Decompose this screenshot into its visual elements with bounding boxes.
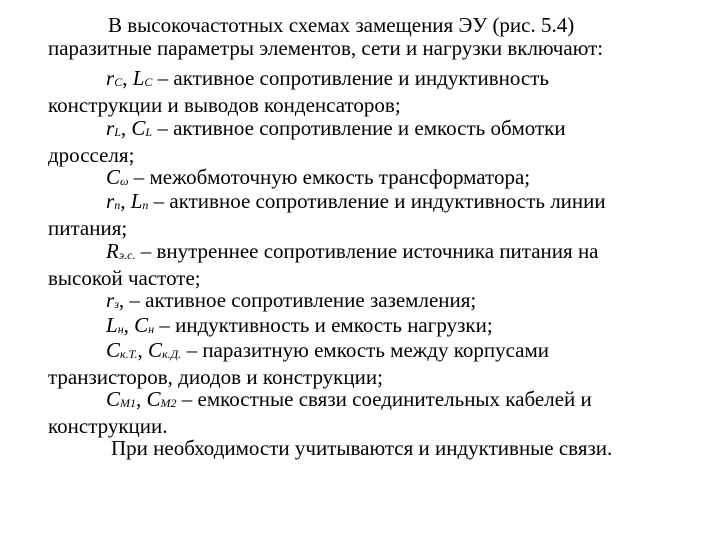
symbol-subscript: L [114, 125, 121, 139]
symbol-subscript: M1 [120, 396, 137, 410]
list-item-rc-lc [48, 67, 688, 117]
item-continuation: конструкции и выводов конденсаторов; [48, 93, 401, 117]
item-continuation: конструкции. [48, 414, 168, 438]
list-item-rz [48, 289, 688, 316]
item-text: – паразитную емкость между корпусами [181, 338, 550, 362]
symbol: r [106, 288, 115, 312]
symbol: C [134, 313, 149, 337]
item-continuation: дросселя; [48, 143, 135, 167]
list-item-res [48, 240, 688, 290]
list-item-cm1-cm2 [48, 388, 688, 438]
symbol-subscript: э.с. [118, 248, 136, 262]
symbol: L [132, 66, 145, 90]
symbol-subscript: н [117, 322, 124, 336]
final-paragraph [48, 437, 688, 460]
symbol: C [146, 387, 161, 411]
symbol: r [106, 189, 115, 213]
symbol-subscript: к.Д. [162, 347, 182, 361]
symbol-subscript: C [114, 75, 123, 89]
symbol-subscript: L [145, 125, 153, 139]
item-continuation: транзисторов, диодов и конструкции; [48, 365, 383, 389]
symbol: L [106, 313, 118, 337]
symbol-subscript: з [114, 297, 119, 311]
symbol: R [106, 239, 119, 263]
symbol-separator: , [122, 66, 133, 90]
item-text: – межобмоточную емкость трансформатора; [128, 165, 531, 189]
item-text: – активное сопротивление и емкость обмотки [152, 116, 566, 140]
symbol-subscript: M2 [160, 396, 177, 410]
symbol-subscript: ω [120, 174, 129, 188]
symbol: r [106, 116, 115, 140]
item-text: – внутреннее сопротивление источника питания на [135, 239, 599, 263]
intro-line-1: В высокочастотных схемах замещения ЭУ (рис. 5.4) [108, 13, 575, 37]
symbol: L [130, 189, 143, 213]
symbol: C [106, 165, 121, 189]
symbol: r [106, 66, 115, 90]
symbol-separator: , [136, 387, 147, 411]
intro-paragraph [48, 14, 688, 60]
intro-line-2: паразитные параметры элементов, сети и нагрузки включают: [48, 36, 604, 60]
symbol: C [106, 387, 121, 411]
list-item-rl-cl [48, 117, 688, 167]
symbol: C [106, 338, 121, 362]
item-text: – активное сопротивление и индуктивность [152, 66, 549, 90]
item-text: – активное сопротивление и индуктивность линии [148, 189, 606, 213]
symbol-separator: , [120, 189, 131, 213]
symbol-subscript: п [142, 198, 149, 212]
item-continuation: питания; [48, 216, 128, 240]
item-text: – емкостные связи соединительных кабелей и [176, 387, 592, 411]
list-item-ckt-ckd [48, 339, 688, 389]
list-item-ln-cn [48, 314, 688, 341]
symbol-subscript: н [148, 322, 155, 336]
symbol-subscript: C [144, 75, 153, 89]
symbol-separator: , [137, 338, 149, 362]
symbol-separator: , [120, 116, 132, 140]
symbol-subscript: п [114, 198, 121, 212]
symbol-separator: , [123, 313, 135, 337]
symbol: C [131, 116, 146, 140]
list-item-rp-lp [48, 190, 688, 240]
final-text: При необходимости учитываются и индуктивные связи. [111, 436, 613, 460]
symbol-subscript: к.Т. [120, 347, 138, 361]
item-continuation: высокой частоте; [48, 266, 201, 290]
item-text: , – активное сопротивление заземления; [118, 288, 477, 312]
item-text: – индуктивность и емкость нагрузки; [154, 313, 493, 337]
symbol: C [148, 338, 163, 362]
